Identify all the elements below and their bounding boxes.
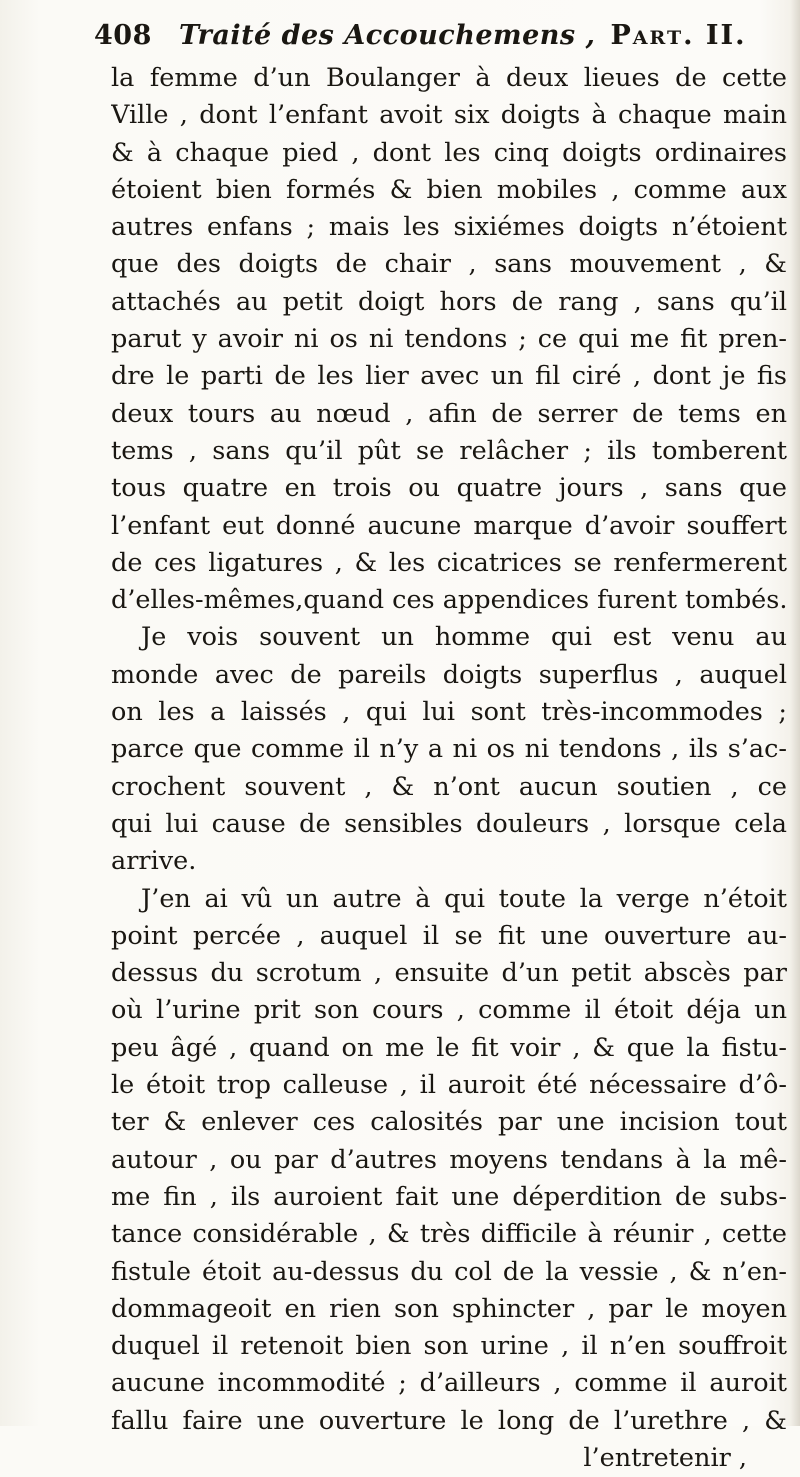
text-line: étoient bien formés & bien mobiles , comme aux (111, 174, 787, 205)
text-line: ter & enlever ces calosités par une incision tout (111, 1107, 787, 1138)
text-line: crochent souvent , & n’ont aucun soutien , ce (111, 771, 787, 802)
text-line: l’enfant eut donné aucune marque d’avoir souffert (111, 510, 787, 541)
body-text (111, 60, 787, 1477)
text-line: le étoit trop calleuse , il auroit été nécessaire d’ô- (111, 1070, 787, 1101)
text-line: attachés au petit doigt hors de rang , sans qu’il (111, 286, 787, 317)
text-line: on les a laissés , qui lui sont très-incommodes ; (111, 697, 787, 728)
text-line: peu âgé , quand on me le fit voir , & que la fistu- (111, 1032, 787, 1063)
text-line: d’elles-mêmes,quand ces appendices furent tombés. (111, 585, 787, 616)
paragraph-start-line: Je vois souvent un homme qui est venu au (141, 622, 787, 653)
running-head (94, 16, 784, 56)
text-line: fallu faire une ouverture le long de l’urethre , & (111, 1405, 787, 1436)
catchword: l’entretenir , (583, 1442, 747, 1473)
page-number: 408 (94, 20, 152, 51)
text-line: autour , ou par d’autres moyens tendans à la mê- (111, 1144, 787, 1175)
text-line: la femme d’un Boulanger à deux lieues de cette (111, 63, 787, 93)
text-line: monde avec de pareils doigts superflus , auquel (111, 659, 787, 690)
text-line: fistule étoit au-dessus du col de la vessie , & n’en- (111, 1256, 787, 1287)
part-label: Part. II. (610, 20, 747, 51)
text-line: que des doigts de chair , sans mouvement , & (111, 249, 787, 280)
text-line: dre le parti de les lier avec un fil ciré , dont je fis (111, 361, 787, 392)
text-line: me fin , ils auroient fait une déperdition de subs- (111, 1181, 787, 1212)
text-line: point percée , auquel il se fit une ouverture au- (111, 920, 787, 951)
text-line: parce que comme il n’y a ni os ni tendons , ils s’ac- (111, 734, 787, 765)
text-line: deux tours au nœud , afin de serrer de tems en (111, 398, 787, 429)
text-line: qui lui cause de sensibles douleurs , lorsque cela (111, 808, 787, 839)
page-edge-shadow (790, 0, 800, 1426)
paragraph-start-line: J’en ai vû un autre à qui toute la verge n’étoit (141, 883, 787, 914)
running-title: Traité des Accouchemens , (178, 20, 596, 51)
text-line: autres enfans ; mais les sixiémes doigts n’étoient (111, 212, 787, 243)
text-line: & à chaque pied , dont les cinq doigts ordinaires (111, 137, 787, 168)
text-line: dommageoit en rien son sphincter , par le moyen (111, 1293, 787, 1324)
text-line: duquel il retenoit bien son urine , il n’en souffroit (111, 1331, 787, 1362)
text-line: tance considérable , & très difficile à réunir , cette (111, 1219, 787, 1250)
text-line: tems , sans qu’il pût se relâcher ; ils tomberent (111, 435, 787, 466)
text-line: Ville , dont l’enfant avoit six doigts à chaque main (111, 100, 787, 131)
text-line: parut y avoir ni os ni tendons ; ce qui me fit pren- (111, 324, 787, 355)
text-line: arrive. (111, 846, 197, 877)
text-line: tous quatre en trois ou quatre jours , sans que (111, 473, 787, 504)
text-line: de ces ligatures , & les cicatrices se renfermerent (111, 547, 787, 578)
text-line: aucune incommodité ; d’ailleurs , comme il auroit (111, 1368, 787, 1399)
text-line: où l’urine prit son cours , comme il étoit déja un (111, 995, 787, 1026)
text-line: dessus du scrotum , ensuite d’un petit abscès par (111, 958, 787, 989)
